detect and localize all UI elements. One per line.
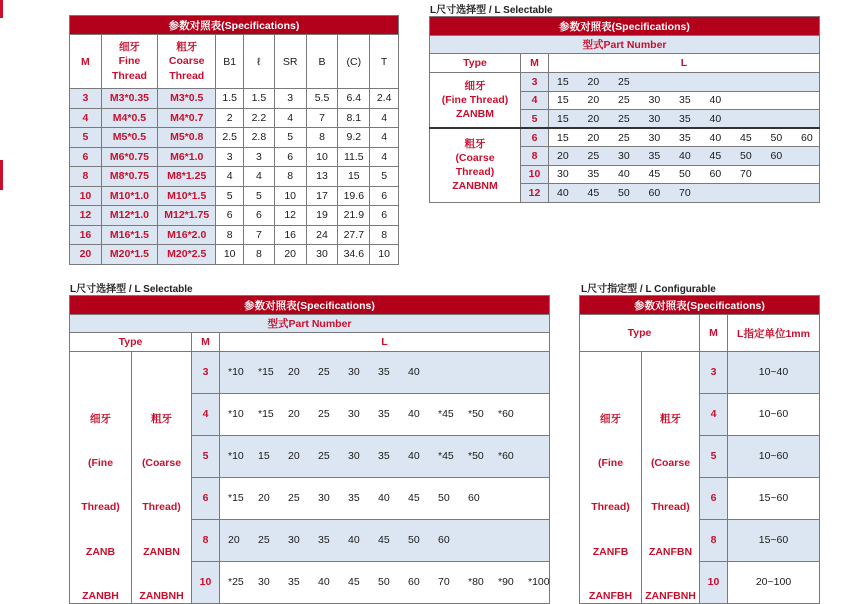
table-cell: 27.7 — [338, 225, 370, 245]
type-label-line: 粗牙 — [660, 413, 681, 425]
type-label-line: 粗牙 — [151, 413, 172, 425]
l-value: 45 — [587, 186, 600, 199]
l-value: 40 — [709, 112, 722, 125]
m-value: 5 — [700, 435, 728, 477]
l-value: 25 — [318, 366, 330, 379]
section-title-selectable-bottom: L尺寸选择型 / L Selectable — [70, 284, 193, 295]
type-label-line: (Coarse — [141, 457, 182, 470]
l-value: 35 — [378, 366, 390, 379]
l-values-cell — [220, 561, 550, 603]
table-row — [70, 108, 399, 128]
l-value: *10 — [228, 450, 244, 463]
l-value: 20 — [557, 149, 569, 162]
col-header-c: (C) — [338, 35, 370, 89]
table-cell: 2.5 — [216, 128, 244, 148]
l-value: 40 — [408, 450, 420, 463]
l-value: *50 — [468, 450, 484, 463]
l-value: 30 — [648, 94, 661, 107]
l-value: 50 — [770, 131, 783, 144]
l-value: *60 — [498, 450, 514, 463]
table-row — [70, 206, 399, 226]
type-label-line: (Fine — [87, 457, 114, 470]
l-value: 30 — [348, 408, 360, 421]
table-cell: 16 — [274, 225, 306, 245]
l-values-cell — [549, 91, 820, 110]
l-range: 20~100 — [728, 561, 820, 603]
l-values-cell — [549, 165, 820, 184]
l-value: 40 — [709, 131, 722, 144]
table-cell: 10 — [70, 186, 102, 206]
l-value: 25 — [288, 492, 300, 505]
table-cell: 20 — [274, 245, 306, 265]
table-cell: 8 — [370, 225, 399, 245]
l-value: 40 — [709, 94, 722, 107]
l-value: 25 — [318, 408, 330, 421]
table-cell: M20*1.5 — [101, 245, 157, 265]
table-cell: M8*0.75 — [101, 167, 157, 187]
m-value: 4 — [192, 393, 220, 435]
table-row — [70, 225, 399, 245]
m-value: 12 — [521, 184, 549, 203]
table-cell: M6*1.0 — [158, 147, 216, 167]
l-values-cell — [549, 73, 820, 92]
type-label-line: Thread) — [591, 501, 630, 514]
table-cell: M16*2.0 — [158, 225, 216, 245]
table-cell: 12 — [274, 206, 306, 226]
table-cell: M5*0.8 — [158, 128, 216, 148]
type-label-line: 细牙 — [464, 79, 486, 92]
table-cell: M5*0.5 — [101, 128, 157, 148]
section-title-configurable: L尺寸指定型 / L Configurable — [581, 284, 716, 295]
l-value: 25 — [587, 149, 600, 162]
type-fine-thread — [580, 352, 642, 604]
type-coarse-thread — [132, 352, 192, 604]
type-label-line: Thread) — [455, 166, 495, 179]
table-cell: 8 — [274, 167, 306, 187]
table-cell: 11.5 — [338, 147, 370, 167]
l-value: 20 — [288, 450, 300, 463]
selectable-top-part-number: 型式Part Number — [430, 36, 820, 54]
type-label-line: ZANFBH — [588, 589, 633, 602]
l-value: 60 — [801, 131, 813, 144]
table-row — [70, 89, 399, 109]
m-value: 4 — [700, 393, 728, 435]
spec-table-title: 参数对照表(Specifications) — [70, 16, 399, 35]
table-cell: M12*1.0 — [101, 206, 157, 226]
type-label-line: 粗牙 — [464, 137, 486, 150]
l-value: 25 — [258, 534, 270, 547]
l-value: 25 — [618, 75, 630, 88]
table-row — [430, 73, 820, 92]
table-cell: 6.4 — [338, 89, 370, 109]
type-label-line: (Fine — [597, 457, 624, 470]
table-cell: M4*0.7 — [158, 108, 216, 128]
table-cell: 2.8 — [243, 128, 274, 148]
l-value: 25 — [618, 112, 630, 125]
selectable-bottom-title: 参数对照表(Specifications) — [70, 296, 550, 315]
table-cell: 2.4 — [370, 89, 399, 109]
table-row — [70, 128, 399, 148]
selectable-bottom-col-l: L — [220, 333, 550, 352]
l-value: 35 — [288, 576, 300, 589]
table-cell: 13 — [306, 167, 338, 187]
type-coarse-thread — [642, 352, 700, 604]
m-value: 4 — [521, 91, 549, 110]
left-accent-bar — [0, 160, 3, 190]
l-value: *45 — [438, 450, 454, 463]
configurable-table — [579, 295, 820, 604]
table-cell: 3 — [70, 89, 102, 109]
col-header-fine-thread: 细牙 Fine Thread — [101, 35, 157, 89]
l-value: 45 — [740, 131, 752, 144]
l-value: 50 — [679, 168, 691, 181]
table-cell: 10 — [274, 186, 306, 206]
selectable-top-col-m: M — [521, 54, 549, 73]
l-value: *50 — [468, 408, 484, 421]
l-value: 45 — [378, 534, 390, 547]
table-cell: 10 — [216, 245, 244, 265]
l-value: 45 — [648, 168, 661, 181]
type-fine-thread — [70, 352, 132, 604]
l-value: *15 — [228, 492, 244, 505]
configurable-col-m: M — [700, 315, 728, 352]
l-value: 60 — [709, 168, 722, 181]
m-value: 10 — [192, 561, 220, 603]
col-header-sr: SR — [274, 35, 306, 89]
table-cell: 7 — [306, 108, 338, 128]
table-cell: 6 — [370, 206, 399, 226]
table-cell: 4 — [274, 108, 306, 128]
table-cell: 15 — [338, 167, 370, 187]
l-value: 70 — [438, 576, 450, 589]
table-row — [70, 186, 399, 206]
m-value: 5 — [192, 435, 220, 477]
l-value: 15 — [557, 75, 569, 88]
table-cell: M3*0.5 — [158, 89, 216, 109]
type-label-line: (Coarse — [650, 457, 691, 470]
col-header-coarse-thread: 粗牙 Coarse Thread — [158, 35, 216, 89]
l-range: 15~60 — [728, 477, 820, 519]
table-cell: 30 — [306, 245, 338, 265]
l-range: 10~60 — [728, 435, 820, 477]
selectable-bottom-col-m: M — [192, 333, 220, 352]
configurable-title: 参数对照表(Specifications) — [580, 296, 820, 315]
table-cell: 5 — [274, 128, 306, 148]
l-value: 35 — [679, 112, 691, 125]
l-value: 35 — [679, 94, 691, 107]
l-value: 40 — [408, 408, 420, 421]
table-cell: 10 — [370, 245, 399, 265]
l-value: 30 — [318, 492, 330, 505]
l-value: 40 — [618, 168, 630, 181]
l-value: 15 — [258, 450, 270, 463]
l-value: 50 — [408, 534, 420, 547]
type-label-line: ZANBNM — [452, 180, 498, 193]
configurable-col-l: L指定单位1mm — [728, 315, 820, 352]
selectable-bottom-table — [69, 295, 550, 604]
type-label-line: 细牙 — [90, 413, 111, 425]
m-value: 3 — [700, 352, 728, 394]
l-range: 15~60 — [728, 519, 820, 561]
l-value: 35 — [679, 131, 691, 144]
table-cell: 6 — [70, 147, 102, 167]
type-label-line: ZANFBN — [648, 545, 693, 558]
selectable-top-col-l: L — [549, 54, 820, 73]
table-cell: M8*1.25 — [158, 167, 216, 187]
table-cell: 4 — [370, 128, 399, 148]
table-cell: 3 — [243, 147, 274, 167]
section-title-selectable-top: L尺寸选择型 / L Selectable — [430, 5, 553, 16]
table-cell: 12 — [70, 206, 102, 226]
l-value: 15 — [557, 94, 569, 107]
l-value: 25 — [318, 450, 330, 463]
table-cell: 5 — [243, 186, 274, 206]
l-value: 20 — [587, 75, 600, 88]
col-header-m: M — [70, 35, 102, 89]
type-label-line: (Fine Thread) — [441, 93, 509, 106]
m-value: 8 — [521, 147, 549, 166]
table-cell: 17 — [306, 186, 338, 206]
table-cell: 6 — [243, 206, 274, 226]
type-label-line: (Coarse — [455, 152, 495, 165]
table-cell: 19 — [306, 206, 338, 226]
table-cell: 8 — [216, 225, 244, 245]
selectable-top-title: 参数对照表(Specifications) — [430, 17, 820, 36]
table-cell: M16*1.5 — [101, 225, 157, 245]
table-cell: 10 — [306, 147, 338, 167]
l-value: 60 — [408, 576, 420, 589]
table-cell: 5.5 — [306, 89, 338, 109]
table-cell: M20*2.5 — [158, 245, 216, 265]
table-cell: 4 — [370, 108, 399, 128]
l-values-cell — [549, 184, 820, 203]
l-value: 15 — [557, 131, 569, 144]
table-cell: 8.1 — [338, 108, 370, 128]
l-value: *90 — [498, 576, 514, 589]
type-label-line: ZANFB — [592, 545, 629, 558]
l-values-cell — [549, 147, 820, 166]
type-label-line: 细牙 — [600, 413, 621, 425]
left-accent-bar — [0, 0, 3, 18]
table-cell: 24 — [306, 225, 338, 245]
type-label-line: ZANBH — [82, 589, 119, 602]
table-cell: 7 — [243, 225, 274, 245]
table-cell: 6 — [216, 206, 244, 226]
table-row — [580, 352, 820, 394]
m-value: 6 — [521, 128, 549, 147]
table-cell: 3 — [274, 89, 306, 109]
l-value: 40 — [679, 149, 691, 162]
table-cell: M6*0.75 — [101, 147, 157, 167]
col-header-t: T — [370, 35, 399, 89]
table-cell: 4 — [243, 167, 274, 187]
col-header-l: ℓ — [243, 35, 274, 89]
table-cell: 4 — [370, 147, 399, 167]
m-value: 5 — [521, 110, 549, 129]
l-value: 60 — [438, 534, 450, 547]
l-value: 30 — [648, 112, 661, 125]
type-label-line: ZANBNH — [139, 589, 184, 602]
table-cell: 4 — [70, 108, 102, 128]
l-value: 60 — [468, 492, 480, 505]
m-value: 6 — [700, 477, 728, 519]
spec-table-header-row — [70, 35, 399, 89]
selectable-top-col-type: Type — [430, 54, 521, 73]
table-cell: 6 — [274, 147, 306, 167]
selectable-bottom-col-type: Type — [70, 333, 192, 352]
table-cell: 3 — [216, 147, 244, 167]
l-value: 20 — [228, 534, 240, 547]
l-value: 45 — [408, 492, 420, 505]
type-coarse-thread — [430, 128, 521, 202]
l-value: 25 — [618, 131, 630, 144]
l-value: *45 — [438, 408, 454, 421]
l-value: 20 — [288, 366, 300, 379]
l-range: 10~40 — [728, 352, 820, 394]
table-cell: 5 — [370, 167, 399, 187]
l-value: 45 — [709, 149, 722, 162]
table-cell: 19.6 — [338, 186, 370, 206]
table-cell: M12*1.75 — [158, 206, 216, 226]
table-cell: 9.2 — [338, 128, 370, 148]
m-value: 8 — [192, 519, 220, 561]
m-value: 10 — [700, 561, 728, 603]
l-value: 40 — [348, 534, 360, 547]
m-value: 3 — [521, 73, 549, 92]
l-value: *60 — [498, 408, 514, 421]
l-values-cell — [549, 110, 820, 129]
l-value: 20 — [288, 408, 300, 421]
table-cell: 2.2 — [243, 108, 274, 128]
table-cell: 21.9 — [338, 206, 370, 226]
type-label-line: Thread) — [142, 501, 181, 514]
l-value: 50 — [378, 576, 390, 589]
selectable-bottom-part-number: 型式Part Number — [70, 315, 550, 333]
l-value: 70 — [679, 186, 691, 199]
l-value: *10 — [228, 408, 244, 421]
l-value: 35 — [648, 149, 661, 162]
table-cell: M10*1.5 — [158, 186, 216, 206]
l-value: 30 — [258, 576, 270, 589]
l-value: 70 — [740, 168, 752, 181]
col-header-b: B — [306, 35, 338, 89]
l-value: 35 — [378, 450, 390, 463]
table-cell: 8 — [306, 128, 338, 148]
l-value: 20 — [587, 131, 600, 144]
l-value: *10 — [228, 366, 244, 379]
l-value: 35 — [378, 408, 390, 421]
table-cell: 5 — [216, 186, 244, 206]
m-value: 10 — [521, 165, 549, 184]
spec-table — [69, 15, 399, 265]
m-value: 8 — [700, 519, 728, 561]
l-value: 35 — [348, 492, 360, 505]
table-row — [430, 128, 820, 147]
l-value: *15 — [258, 366, 274, 379]
l-value: 40 — [318, 576, 330, 589]
l-value: 30 — [618, 149, 630, 162]
type-label-line: ZANFBNH — [645, 589, 696, 602]
l-values-cell — [220, 352, 550, 394]
l-value: *25 — [228, 576, 244, 589]
table-cell: 1.5 — [243, 89, 274, 109]
l-values-cell — [220, 393, 550, 435]
table-cell: M4*0.5 — [101, 108, 157, 128]
table-cell: 5 — [70, 128, 102, 148]
l-value: 30 — [348, 450, 360, 463]
table-cell: M10*1.0 — [101, 186, 157, 206]
table-cell: 1.5 — [216, 89, 244, 109]
type-label-line: ZANBM — [456, 108, 494, 121]
l-value: 20 — [587, 112, 600, 125]
l-value: *100 — [528, 576, 550, 589]
l-value: *80 — [468, 576, 484, 589]
configurable-col-type: Type — [580, 315, 700, 352]
type-label-line: Thread) — [651, 501, 690, 514]
table-cell: 20 — [70, 245, 102, 265]
l-value: 30 — [557, 168, 569, 181]
l-values-cell — [220, 435, 550, 477]
l-value: 40 — [408, 366, 420, 379]
table-row — [70, 245, 399, 265]
type-fine-thread — [430, 73, 521, 129]
l-values-cell — [549, 128, 820, 147]
l-value: 30 — [348, 366, 360, 379]
table-row — [70, 352, 550, 394]
table-cell: 6 — [370, 186, 399, 206]
table-row — [70, 167, 399, 187]
l-value: 35 — [587, 168, 600, 181]
table-row — [70, 147, 399, 167]
l-value: 60 — [648, 186, 661, 199]
table-cell: 4 — [216, 167, 244, 187]
l-value: 30 — [648, 131, 661, 144]
l-value: 25 — [618, 94, 630, 107]
l-value: 60 — [770, 149, 783, 162]
type-label-line: Thread) — [81, 501, 120, 514]
l-value: 35 — [318, 534, 330, 547]
selectable-top-table — [429, 16, 820, 203]
l-value: 15 — [557, 112, 569, 125]
table-cell: 8 — [70, 167, 102, 187]
type-label-line: ZANB — [85, 545, 116, 558]
type-label-line: ZANBN — [143, 545, 180, 558]
l-range: 10~60 — [728, 393, 820, 435]
col-header-b1: B1 — [216, 35, 244, 89]
l-values-cell — [220, 519, 550, 561]
l-value: 40 — [378, 492, 390, 505]
l-values-cell — [220, 477, 550, 519]
l-value: 50 — [438, 492, 450, 505]
table-cell: M3*0.35 — [101, 89, 157, 109]
table-cell: 34.6 — [338, 245, 370, 265]
l-value: 45 — [348, 576, 360, 589]
l-value: *15 — [258, 408, 274, 421]
l-value: 50 — [740, 149, 752, 162]
l-value: 40 — [557, 186, 569, 199]
m-value: 6 — [192, 477, 220, 519]
l-value: 50 — [618, 186, 630, 199]
l-value: 30 — [288, 534, 300, 547]
l-value: 20 — [587, 94, 600, 107]
table-cell: 2 — [216, 108, 244, 128]
l-value: 20 — [258, 492, 270, 505]
table-cell: 16 — [70, 225, 102, 245]
table-cell: 8 — [243, 245, 274, 265]
m-value: 3 — [192, 352, 220, 394]
